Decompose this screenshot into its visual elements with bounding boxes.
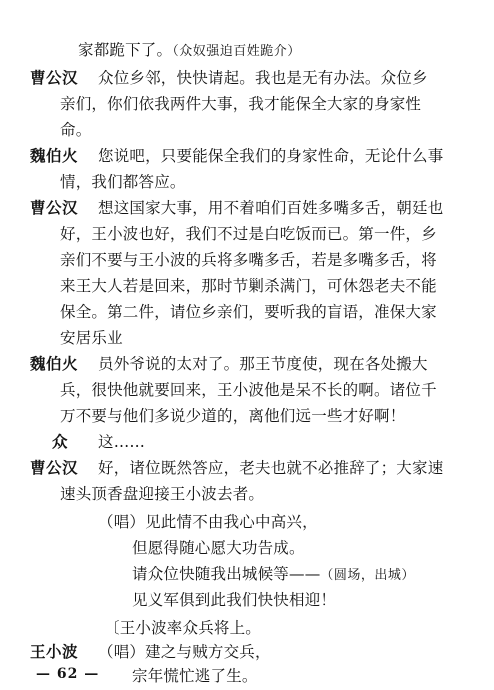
speaker-name: 曹公汉 xyxy=(30,198,79,217)
stage-direction: （众奴强迫百姓跪介） xyxy=(172,44,301,59)
dialogue-line: 亲们，你们依我两件大事，我才能保全大家的身家性 xyxy=(60,95,422,113)
dialogue-line: 安居乐业 xyxy=(60,329,123,347)
song-text: 请众位快随我出城候等—— xyxy=(132,565,321,583)
dialogue-line: 这…… xyxy=(98,433,146,451)
dialogue-line: 万不要与他们多说少道的，离他们远一些才好啊！ xyxy=(60,407,406,425)
dialogue-line: 来王大人若是回来，那时节剿杀满门，可休怨老夫不能 xyxy=(60,277,437,295)
stage-direction: 〔王小波率众兵将上。 xyxy=(104,619,262,637)
dialogue-text: 家都跪下了。 xyxy=(78,41,173,59)
song-line xyxy=(132,564,415,586)
dialogue-line: 亲们不要与王小波的兵将多嘴多舌，若是多嘴多舌，将 xyxy=(60,251,437,269)
dialogue-line: 好，诸位既然答应，老夫也就不必推辞了；大家速 xyxy=(98,459,444,477)
dialogue-line: 众位乡邻，快快请起。我也是无有办法。众位乡 xyxy=(98,69,428,87)
stage-direction: （圆场，出城） xyxy=(320,568,415,583)
dialogue-line: 兵，很快他就要回来，王小波他是呆不长的啊。诸位千 xyxy=(60,381,437,399)
speaker-name: 魏伯火 xyxy=(30,146,79,165)
speaker-name: 曹公汉 xyxy=(30,458,79,477)
song-line: 但愿得随心愿大功告成。 xyxy=(132,539,305,557)
speaker-name: 众 xyxy=(52,432,69,451)
song-line: 见义军俱到此我们快快相迎！ xyxy=(132,591,337,609)
song-line: 宗年慌忙逃了生。 xyxy=(132,667,258,685)
dialogue-line: 您说吧，只要能保全我们的身家性命，无论什么事 xyxy=(98,147,444,165)
dialogue-line: 命。 xyxy=(60,121,92,139)
dialogue-line: 保全。第二件，请位乡亲们，要听我的盲语，准保大家 xyxy=(60,303,437,321)
dialogue-line: 速头顶香盘迎接王小波去者。 xyxy=(60,485,265,503)
dialogue-line: 情，我们都答应。 xyxy=(60,173,186,191)
dialogue-line xyxy=(78,40,301,62)
dialogue-line: 好，王小波也好，我们不过是白吃饭而已。第一件，乡 xyxy=(60,225,437,243)
song-line: （唱）建之与贼方交兵， xyxy=(98,643,271,661)
speaker-name: 魏伯火 xyxy=(30,354,79,373)
dialogue-line: 员外爷说的太对了。那王节度使，现在各处搬大 xyxy=(98,355,428,373)
page-number: — 62 — xyxy=(36,666,100,682)
speaker-name: 王小波 xyxy=(30,642,79,661)
song-line: （唱）见此情不由我心中高兴， xyxy=(98,513,318,531)
speaker-name: 曹公汉 xyxy=(30,68,79,87)
dialogue-line: 想这国家大事，用不着咱们百姓多嘴多舌，朝廷也 xyxy=(98,199,444,217)
